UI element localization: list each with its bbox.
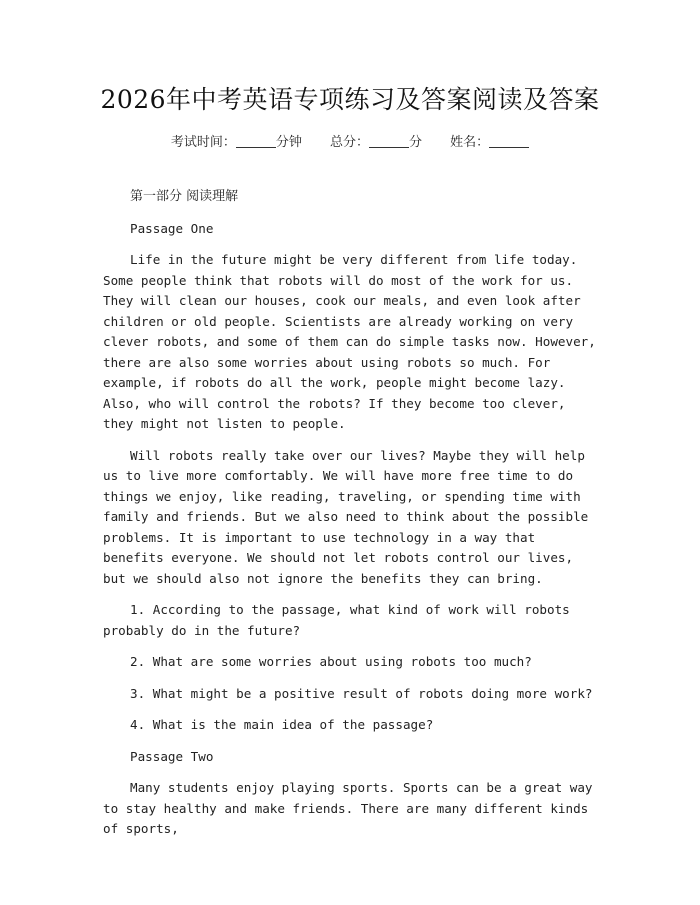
passage-two-heading: Passage Two <box>130 748 214 764</box>
question-1: 1. According to the passage, what kind of work will robots probably do in the future? <box>103 602 570 638</box>
student-name-blank <box>489 146 529 148</box>
question-4: 4. What is the main idea of the passage? <box>130 717 434 732</box>
document-body <box>103 187 603 851</box>
passage-two-paragraph-1: Many students enjoy playing sports. Sports can be a great way to stay healthy and make friends. There are many different kinds of sports, <box>103 780 593 836</box>
passage-one-paragraph-1: Life in the future might be very different from life today. Some people think that robots will do most of the work for us. They will clean our houses, cook our meals, and even look after children or old people. Scientists are already working on very clever robots, and some of them can do simple tasks now. However, there are also some worries about using robots so much. For example, if robots do all the work, people might become lazy. Also, who will control the robots? If they become too clever, they might not listen to people. <box>103 252 596 431</box>
total-score-unit: 分 <box>409 135 423 150</box>
section-heading: 第一部分 阅读理解 <box>130 189 239 204</box>
exam-time-unit: 分钟 <box>275 135 302 150</box>
question-2: 2. What are some worries about using robots too much? <box>130 654 532 669</box>
question-3: 3. What might be a positive result of robots doing more work? <box>130 685 593 701</box>
exam-info-line <box>0 131 700 150</box>
total-score-blank <box>369 146 409 148</box>
total-score-field <box>330 131 422 150</box>
passage-one-heading: Passage One <box>130 220 214 236</box>
exam-time-label: 考试时间： <box>170 135 236 150</box>
exam-time-field <box>171 131 302 150</box>
passage-one-paragraph-2: Will robots really take over our lives? Maybe they will help us to live more comfortably. We will have more free time to do things we enjoy, like reading, traveling, or spending time with family and friends. But we also need to think about the possible problems. It is important to use technology in a way that benefits everyone. We should not let robots control our lives, but we should also not ignore the benefits they can bring. <box>103 447 589 586</box>
student-name-field <box>450 131 529 150</box>
exam-time-blank <box>236 146 276 148</box>
student-name-label: 姓名： <box>450 135 490 150</box>
document-title: 2026年中考英语专项练习及答案阅读及答案 <box>100 85 600 114</box>
total-score-label: 总分： <box>329 135 369 150</box>
